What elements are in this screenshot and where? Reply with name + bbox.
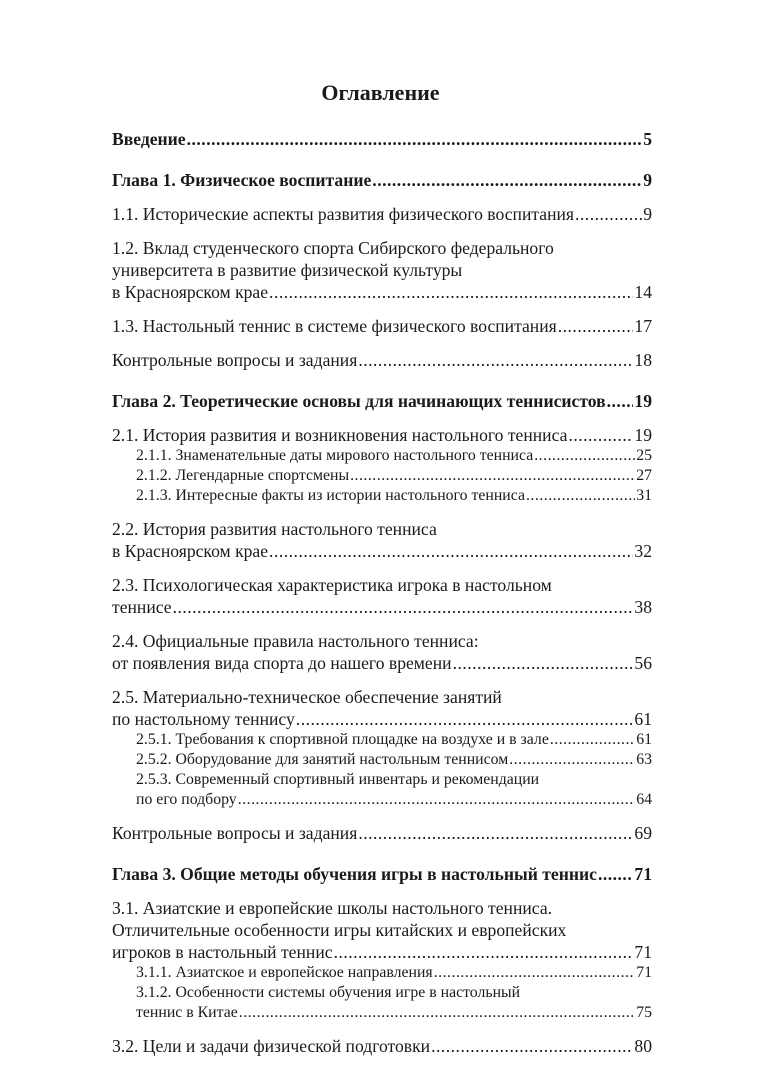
toc-entry-text: 2.1.1. Знаменательные даты мирового настольного тенниса (136, 447, 534, 464)
dot-leader (350, 466, 635, 486)
toc-entry[interactable] (112, 686, 652, 730)
toc-page-number: 14 (634, 282, 652, 302)
toc-entry[interactable] (112, 466, 652, 486)
toc-entry-text: университета в развитие физической культуры (112, 260, 463, 280)
toc-entry-text: 1.2. Вклад студенческого спорта Сибирского федерального (112, 238, 554, 258)
toc-entry-text: 3.1.1. Азиатское и европейское направления (136, 964, 433, 981)
dot-leader (269, 281, 633, 303)
toc-entry-text: Отличительные особенности игры китайских и европейских (112, 920, 567, 940)
toc-entry-text: 2.1.2. Легендарные спортсмены (136, 467, 350, 484)
toc-entry-text: Глава 3. Общие методы обучения игры в настольный теннис (112, 864, 597, 884)
toc-page-number: 80 (634, 1036, 652, 1056)
toc-page-number: 31 (636, 487, 652, 504)
toc-page-number: 56 (634, 653, 652, 673)
toc-page-number: 61 (636, 731, 652, 748)
toc-page-number: 9 (643, 170, 652, 190)
toc-page-number: 18 (634, 350, 652, 370)
toc-entry[interactable] (112, 863, 652, 885)
toc-entry-text: 2.2. История развития настольного тенниса (112, 519, 437, 539)
toc-entry-text: 2.1.3. Интересные факты из истории настольного тенниса (136, 487, 525, 504)
toc-entry[interactable] (112, 750, 652, 770)
toc-entry-text: 3.1. Азиатские и европейские школы настольного тенниса. (112, 898, 553, 918)
toc-entry-text: 2.5.1. Требования к спортивной площадке на воздухе и в зале (136, 731, 549, 748)
toc-entry-text: Контрольные вопросы и задания (112, 823, 358, 843)
dot-leader (568, 424, 633, 446)
toc-entry[interactable] (112, 770, 652, 810)
toc-entry[interactable] (112, 963, 652, 983)
toc-page-number: 75 (636, 1004, 652, 1021)
dot-leader (534, 446, 635, 466)
toc-entry[interactable] (112, 169, 652, 191)
dot-leader (358, 349, 633, 371)
toc-entry-text: теннисе (112, 597, 172, 617)
dot-leader (372, 169, 642, 191)
toc-entry[interactable] (112, 446, 652, 466)
toc-page-number: 9 (643, 204, 652, 224)
toc-page-number: 25 (636, 447, 652, 464)
toc-entry[interactable] (112, 574, 652, 618)
toc-page-number: 38 (634, 597, 652, 617)
toc-entry[interactable] (112, 424, 652, 446)
page-title: Оглавление (321, 80, 440, 105)
toc-entry-text: Контрольные вопросы и задания (112, 350, 358, 370)
toc-entry[interactable] (112, 897, 652, 963)
toc-entry-text: 3.1.2. Особенности системы обучения игре в настольный (136, 984, 521, 1001)
toc-entry-text: 1.3. Настольный теннис в системе физического воспитания (112, 316, 557, 336)
toc-entry-text: Глава 1. Физическое воспитание (112, 170, 372, 190)
dot-leader (334, 941, 634, 963)
toc-page-number: 19 (634, 391, 652, 411)
dot-leader (358, 822, 633, 844)
toc-entry-text: по настольному теннису (112, 709, 295, 729)
toc-page-number: 19 (634, 425, 652, 445)
toc-entry[interactable] (112, 518, 652, 562)
toc-page-number: 69 (634, 823, 652, 843)
dot-leader (598, 863, 633, 885)
dot-leader (296, 708, 634, 730)
toc-entry-text: по его подбору (136, 791, 237, 808)
dot-leader (173, 596, 634, 618)
dot-leader (238, 790, 635, 810)
toc-page-number: 32 (634, 541, 652, 561)
toc-entry[interactable] (112, 203, 652, 225)
toc-page-number: 71 (636, 964, 652, 981)
toc-entry[interactable] (112, 315, 652, 337)
toc-page-number: 71 (634, 864, 652, 884)
toc-entry-text: 2.5.3. Современный спортивный инвентарь и рекомендации (136, 771, 540, 788)
toc-entry-text: игроков в настольный теннис (112, 942, 333, 962)
toc-entry-text: 2.1. История развития и возникновения настольного тенниса (112, 425, 568, 445)
dot-leader (509, 750, 635, 770)
toc-page-number: 27 (636, 467, 652, 484)
toc-entry[interactable] (112, 730, 652, 750)
toc-entry[interactable] (112, 822, 652, 844)
toc-entry[interactable] (112, 983, 652, 1023)
dot-leader (526, 486, 635, 506)
toc-entry[interactable] (112, 128, 652, 150)
dot-leader (607, 390, 634, 412)
dot-leader (558, 315, 634, 337)
toc-entry-text: 2.3. Психологическая характеристика игрока в настольном (112, 575, 552, 595)
toc-entry-text: 2.4. Официальные правила настольного тенниса: (112, 631, 479, 651)
toc-entry-text: теннис в Китае (136, 1004, 238, 1021)
toc-page-number: 63 (636, 751, 652, 768)
dot-leader (269, 540, 633, 562)
toc-entry-text: 1.1. Исторические аспекты развития физического воспитания (112, 204, 574, 224)
toc-entry-text: в Красноярском крае (112, 541, 269, 561)
toc-entry-text: 2.5.2. Оборудование для занятий настольным теннисом (136, 751, 509, 768)
toc-page-number: 5 (643, 129, 652, 149)
toc-entry-text: 3.2. Цели и задачи физической подготовки (112, 1036, 431, 1056)
toc-page-number: 71 (634, 942, 652, 962)
dot-leader (550, 730, 635, 750)
toc-entry-text: в Красноярском крае (112, 282, 269, 302)
toc-entry[interactable] (112, 1035, 652, 1057)
toc-entry-text: Глава 2. Теоретические основы для начинающих теннисистов (112, 391, 606, 411)
toc-entry[interactable] (112, 486, 652, 506)
toc-entry[interactable] (112, 630, 652, 674)
toc-entry[interactable] (112, 237, 652, 303)
dot-leader (434, 963, 636, 983)
toc-entry[interactable] (112, 349, 652, 371)
toc-entry-text: 2.5. Материально-техническое обеспечение занятий (112, 687, 502, 707)
toc-entry[interactable] (112, 390, 652, 412)
toc-page-number: 61 (634, 709, 652, 729)
table-of-contents (112, 128, 652, 1057)
toc-page-number: 64 (636, 791, 652, 808)
dot-leader (187, 128, 643, 150)
dot-leader (431, 1035, 633, 1057)
dot-leader (239, 1003, 635, 1023)
toc-entry-text: Введение (112, 129, 186, 149)
dot-leader (453, 652, 634, 674)
toc-page-number: 17 (634, 316, 652, 336)
dot-leader (575, 203, 642, 225)
toc-entry-text: от появления вида спорта до нашего времени (112, 653, 452, 673)
